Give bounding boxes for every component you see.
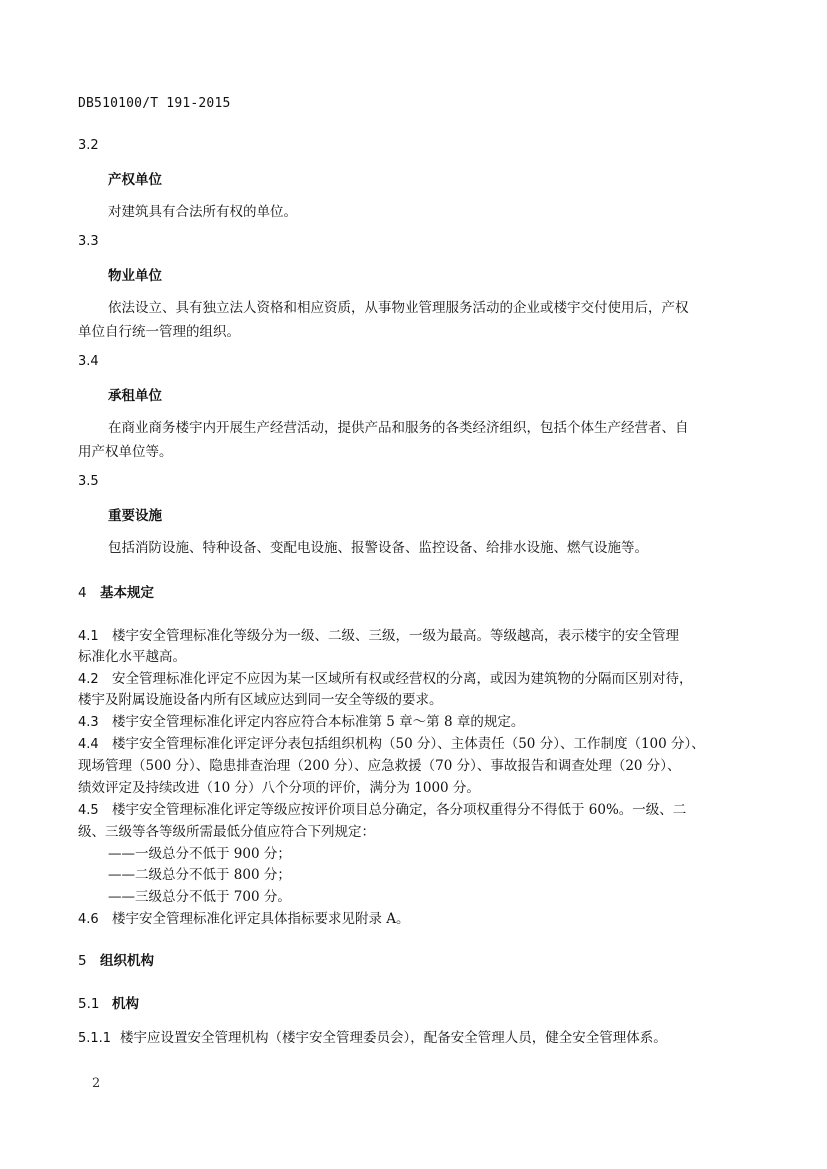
clause-number: 4.4 (78, 737, 99, 752)
page-number: 2 (92, 1076, 101, 1091)
clause-number: 4.3 (78, 715, 99, 730)
definition-text: 依法设立、具有独立法人资格和相应资质，从事物业管理服务活动的企业或楼宇交付使用后，产权 (108, 300, 689, 316)
definition-term: 重要设施 (108, 508, 162, 524)
clause (78, 732, 705, 752)
definition-number: 3.3 (78, 234, 99, 249)
section-heading (78, 581, 154, 601)
section-number: 5 (78, 953, 87, 969)
clause-text: 标准化水平越高。 (78, 649, 186, 665)
clause-number: 4.1 (78, 629, 99, 644)
clause-number: 5.1.1 (78, 1031, 112, 1046)
clause (78, 667, 693, 687)
document-code: DB510100/T 191-2015 (78, 96, 231, 111)
clause-text: 楼宇安全管理标准化评定评分表包括组织机构（50 分）、主体责任（50 分）、工作制度（100 分）、 (112, 736, 705, 752)
clause-text: 楼宇安全管理标准化等级分为一级、二级、三级，一级为最高。等级越高，表示楼宇的安全管理 (112, 628, 679, 644)
clause-text: 楼宇安全管理标准化评定具体指标要求见附录 A。 (112, 911, 410, 927)
definition-number: 3.4 (78, 354, 99, 369)
definition-text: 用产权单位等。 (78, 444, 173, 460)
clause (78, 907, 410, 927)
definition-text: 在商业商务楼宇内开展生产经营活动，提供产品和服务的各类经济组织，包括个体生产经营者、自 (108, 420, 689, 436)
clause-text: 绩效评定及持续改进（10 分）八个分项的评价，满分为 1000 分。 (78, 780, 480, 796)
clause (78, 798, 686, 818)
list-item: ——一级总分不低于 900 分； (108, 846, 291, 862)
section-heading (78, 949, 154, 969)
definition-term: 承租单位 (108, 388, 162, 404)
clause-number: 4.2 (78, 672, 99, 687)
definition-text: 包括消防设施、特种设备、变配电设施、报警设备、监控设备、给排水设施、燃气设施等。 (108, 540, 648, 556)
subsection-heading (78, 992, 139, 1012)
section-title: 基本规定 (100, 585, 154, 601)
clause (78, 624, 679, 644)
list-item: ——二级总分不低于 800 分； (108, 867, 291, 883)
definition-number: 3.5 (78, 474, 99, 489)
clause-text: 楼宇安全管理标准化评定内容应符合本标准第 5 章～第 8 章的规定。 (112, 714, 525, 730)
clause-text: 现场管理（500 分）、隐患排查治理（200 分）、应急救援（70 分）、事故报告和调查处理（20 分）、 (78, 758, 681, 774)
definition-text: 单位自行统一管理的组织。 (78, 324, 240, 340)
definition-number: 3.2 (78, 138, 99, 153)
clause-text: 安全管理标准化评定不应因为某一区域所有权或经营权的分离，或因为建筑物的分隔而区别对待， (112, 671, 693, 687)
clause-text: 级、三级等各等级所需最低分值应符合下列规定： (78, 824, 375, 840)
clause-text: 楼宇及附属设施设备内所有区域应达到同一安全等级的要求。 (78, 692, 443, 708)
definition-term: 产权单位 (108, 172, 162, 188)
clause-number: 4.6 (78, 912, 99, 927)
clause (78, 710, 524, 730)
clause-text: 楼宇安全管理标准化评定等级应按评价项目总分确定，各分项权重得分不得低于 60%。一级、二 (112, 802, 687, 818)
definition-text: 对建筑具有合法所有权的单位。 (108, 204, 297, 220)
section-title: 组织机构 (100, 953, 154, 969)
list-item: ——三级总分不低于 700 分。 (108, 889, 291, 905)
section-number: 4 (78, 585, 87, 601)
clause-text: 楼宇应设置安全管理机构（楼宇安全管理委员会），配备安全管理人员，健全安全管理体系。 (120, 1030, 667, 1046)
subsection-number: 5.1 (78, 996, 100, 1012)
definition-term: 物业单位 (108, 268, 162, 284)
clause-number: 4.5 (78, 803, 99, 818)
subsection-title: 机构 (112, 996, 139, 1012)
clause (78, 1026, 667, 1046)
